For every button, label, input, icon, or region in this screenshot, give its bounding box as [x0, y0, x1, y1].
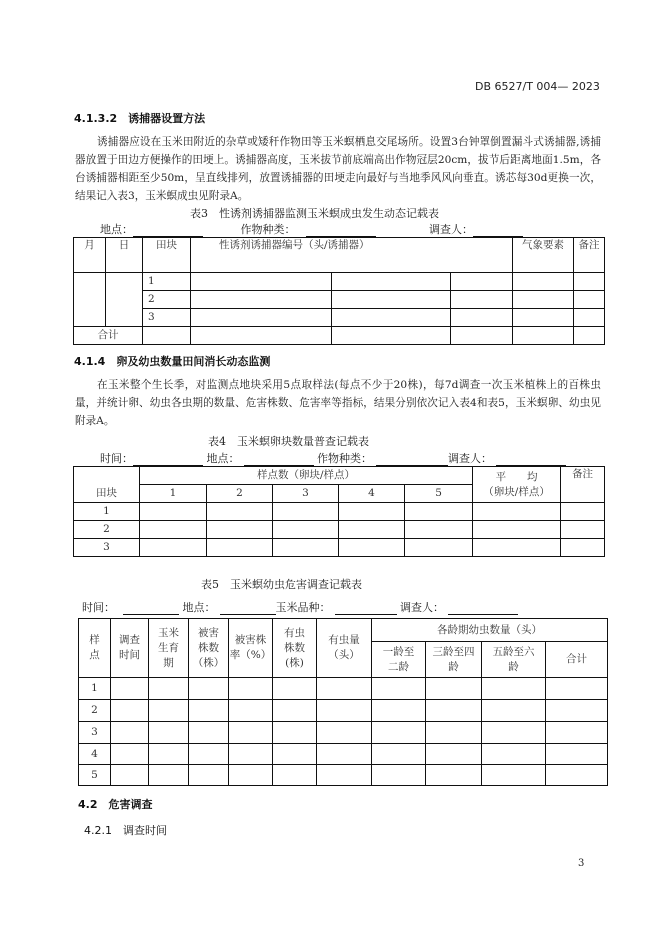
row-label: 3 — [74, 539, 140, 557]
sample-col: 2 — [207, 485, 273, 503]
cell[interactable] — [140, 521, 207, 539]
cell[interactable] — [273, 744, 317, 765]
cell[interactable] — [332, 309, 451, 327]
table4-fields — [100, 450, 566, 466]
cell[interactable] — [317, 678, 372, 700]
row-label: 3 — [79, 722, 111, 744]
cell[interactable] — [317, 744, 372, 765]
section-4-2-1-heading — [84, 822, 167, 838]
cell[interactable] — [189, 722, 229, 744]
investigator-blank[interactable] — [496, 453, 566, 466]
section-title: 诱捕器设置方法 — [128, 112, 206, 125]
cell[interactable] — [372, 722, 426, 744]
cell[interactable] — [451, 273, 513, 291]
table3-caption: 表3 性诱剂诱捕器监测玉米螟成虫发生动态记载表 — [190, 207, 439, 220]
page-number: 3 — [578, 858, 585, 869]
cell[interactable] — [513, 309, 574, 327]
cell[interactable] — [207, 521, 273, 539]
cell[interactable] — [426, 722, 482, 744]
cell[interactable] — [189, 765, 229, 786]
header-field: 田块 — [74, 467, 140, 503]
cell[interactable] — [111, 765, 149, 786]
sample-col: 5 — [405, 485, 473, 503]
header-day: 日 — [106, 238, 143, 273]
table4-caption: 表4 玉米螟卵块数量普查记载表 — [208, 435, 369, 448]
sample-col: 4 — [339, 485, 405, 503]
cell[interactable] — [317, 765, 372, 786]
cell[interactable] — [273, 700, 317, 722]
cell[interactable] — [372, 700, 426, 722]
header-note: 备注 — [561, 467, 605, 503]
paragraph: 诱捕器应设在玉米田附近的杂草或矮秆作物田等玉米螟栖息交尾场所。设置3台钟罩倒置漏斗式诱捕器,诱捕器放置于田边方便操作的田埂上。诱捕器高度，玉米拔节前底端高出作物冠层20cm，拔节后距离地面1.5m，各台诱捕器相距至少50m，呈直线排列，放置诱捕器的田埂走向最好与当地季风风向垂直。诱芯每30d更换一次，结果记入表3，玉米螟成虫见附录A。 — [75, 136, 601, 202]
cell[interactable] — [273, 765, 317, 786]
cell[interactable] — [473, 539, 561, 557]
cell[interactable] — [546, 700, 608, 722]
cell[interactable] — [372, 744, 426, 765]
cell[interactable] — [149, 678, 189, 700]
cell[interactable] — [482, 744, 546, 765]
table5 — [78, 618, 608, 786]
cell[interactable] — [229, 678, 273, 700]
cell[interactable] — [339, 539, 405, 557]
investigator-blank[interactable] — [473, 224, 523, 237]
cell[interactable] — [426, 700, 482, 722]
cell[interactable] — [140, 503, 207, 521]
header-average — [473, 467, 561, 503]
row-label: 4 — [79, 744, 111, 765]
header-trap-number: 性诱剂诱捕器编号（头/诱捕器） — [191, 238, 513, 273]
cell[interactable] — [451, 327, 513, 345]
cell[interactable] — [473, 503, 561, 521]
row-label: 2 — [143, 291, 191, 309]
header-col: 有虫 株数 (株) — [273, 619, 317, 678]
cell[interactable] — [149, 722, 189, 744]
table-row — [79, 744, 608, 765]
cell[interactable] — [339, 521, 405, 539]
table5-fields — [82, 599, 518, 615]
cell[interactable] — [111, 700, 149, 722]
cell[interactable] — [149, 700, 189, 722]
cell[interactable] — [426, 744, 482, 765]
cell[interactable] — [574, 327, 605, 345]
cell[interactable] — [513, 273, 574, 291]
cell[interactable] — [405, 503, 473, 521]
header-col: 样 点 — [79, 619, 111, 678]
cell[interactable] — [273, 678, 317, 700]
cell[interactable] — [372, 765, 426, 786]
cell[interactable] — [111, 744, 149, 765]
crop-blank[interactable] — [376, 453, 448, 466]
cell[interactable] — [149, 765, 189, 786]
doc-id: DB 6527/T 004— 2023 — [475, 80, 600, 93]
field-label: 作物种类： — [317, 452, 372, 465]
cell[interactable] — [229, 744, 273, 765]
cell[interactable] — [189, 678, 229, 700]
total-label: 合计 — [74, 327, 143, 345]
field-label: 作物种类： — [240, 223, 296, 236]
header-col: 调查 时间 — [111, 619, 149, 678]
cell[interactable] — [273, 539, 339, 557]
cell[interactable] — [451, 291, 513, 309]
header-month: 月 — [74, 238, 106, 273]
cell[interactable] — [111, 722, 149, 744]
header-subcol: 合计 — [546, 642, 608, 678]
crop-blank[interactable] — [306, 224, 376, 237]
header-col: 被害 株数 （株） — [189, 619, 229, 678]
cell[interactable] — [317, 700, 372, 722]
cell[interactable] — [574, 291, 605, 309]
row-label: 3 — [143, 309, 191, 327]
section-4-2-heading — [78, 796, 153, 812]
header-subcol: 一龄至 二龄 — [372, 642, 426, 678]
cell[interactable] — [74, 273, 106, 327]
cell[interactable] — [372, 678, 426, 700]
location-blank[interactable] — [133, 224, 203, 237]
cell[interactable] — [143, 327, 191, 345]
cell[interactable] — [332, 327, 451, 345]
sample-col: 3 — [273, 485, 339, 503]
cell[interactable] — [273, 722, 317, 744]
cell[interactable] — [191, 309, 332, 327]
cell[interactable] — [317, 722, 372, 744]
investigator-blank[interactable] — [448, 602, 518, 615]
cell[interactable] — [207, 503, 273, 521]
cell[interactable] — [191, 291, 332, 309]
header-field: 田块 — [143, 238, 191, 273]
cell[interactable] — [561, 503, 605, 521]
cell[interactable] — [189, 700, 229, 722]
table3 — [73, 237, 605, 345]
field-label: 时间： — [82, 601, 115, 614]
row-label: 1 — [79, 678, 111, 700]
table-row — [79, 765, 608, 786]
cell[interactable] — [339, 503, 405, 521]
header-col: 有虫量 （头） — [317, 619, 372, 678]
cell[interactable] — [546, 765, 608, 786]
cell[interactable] — [482, 678, 546, 700]
cell[interactable] — [229, 700, 273, 722]
cell[interactable] — [546, 678, 608, 700]
cell[interactable] — [473, 521, 561, 539]
cell[interactable] — [191, 273, 332, 291]
section-4-1-4-heading — [74, 353, 270, 369]
section-title: 卵及幼虫数量田间消长动态监测 — [116, 355, 271, 368]
cell[interactable] — [229, 722, 273, 744]
table-row — [79, 722, 608, 744]
header-col: 被害株 率（%） — [229, 619, 273, 678]
section-number: 4.2.1 — [84, 824, 112, 837]
cell[interactable] — [561, 539, 605, 557]
cell[interactable] — [482, 722, 546, 744]
sample-col: 1 — [140, 485, 207, 503]
row-label: 1 — [74, 503, 140, 521]
field-label: 地点： — [206, 452, 240, 465]
section-number: 4.1.4 — [74, 355, 106, 368]
header-instar-group: 各龄期幼虫数量（头） — [372, 619, 608, 642]
table-row — [79, 700, 608, 722]
section-number: 4.2 — [78, 798, 98, 811]
cell[interactable] — [207, 539, 273, 557]
section-title: 调查时间 — [123, 824, 167, 837]
cell[interactable] — [426, 765, 482, 786]
cell[interactable] — [106, 273, 143, 327]
cell[interactable] — [513, 327, 574, 345]
time-blank[interactable] — [123, 602, 179, 615]
section-title: 危害调查 — [108, 798, 153, 811]
cell[interactable] — [426, 678, 482, 700]
field-label: 玉米品种： — [275, 601, 331, 614]
cell[interactable] — [149, 744, 189, 765]
average-line2: （卵块/样点） — [483, 485, 550, 498]
field-label: 调查人： — [400, 601, 444, 614]
cell[interactable] — [332, 273, 451, 291]
cell[interactable] — [574, 309, 605, 327]
row-label: 1 — [143, 273, 191, 291]
paragraph: 在玉米整个生长季，对监测点地块采用5点取样法(每点不少于20株)，每7d调查一次玉米植株上的百株虫量，并统计卵、幼虫各虫期的数量、危害株数、危害率等指标，结果分别依次记入表4和表5，玉米螟卵、幼虫见附录A。 — [75, 379, 601, 427]
cell[interactable] — [189, 744, 229, 765]
table3-fields — [100, 221, 523, 237]
header-subcol: 三龄至四 龄 — [426, 642, 482, 678]
header-note: 备注 — [574, 238, 605, 273]
variety-blank[interactable] — [335, 602, 397, 615]
cell[interactable] — [513, 291, 574, 309]
field-label: 地点： — [100, 223, 133, 236]
cell[interactable] — [405, 521, 473, 539]
cell[interactable] — [273, 521, 339, 539]
field-label: 地点： — [182, 601, 216, 614]
average-line1: 平 均 — [495, 470, 538, 483]
cell[interactable] — [482, 700, 546, 722]
field-label: 调查人： — [429, 223, 473, 236]
cell[interactable] — [546, 744, 608, 765]
cell[interactable] — [482, 765, 546, 786]
header-col: 玉米 生育 期 — [149, 619, 189, 678]
cell[interactable] — [451, 309, 513, 327]
cell[interactable] — [273, 503, 339, 521]
section-4-1-3-2-heading — [74, 110, 205, 126]
table4 — [73, 466, 605, 557]
table-row — [79, 678, 608, 700]
field-label: 调查人： — [448, 452, 492, 465]
cell[interactable] — [140, 539, 207, 557]
cell[interactable] — [574, 273, 605, 291]
cell[interactable] — [561, 521, 605, 539]
section-number: 4.1.3.2 — [74, 112, 118, 125]
cell[interactable] — [405, 539, 473, 557]
cell[interactable] — [332, 291, 451, 309]
cell[interactable] — [546, 722, 608, 744]
header-subcol: 五龄至六 龄 — [482, 642, 546, 678]
row-label: 2 — [79, 700, 111, 722]
header-weather: 气象要素 — [513, 238, 574, 273]
cell[interactable] — [191, 327, 332, 345]
location-blank[interactable] — [220, 602, 276, 615]
cell[interactable] — [111, 678, 149, 700]
header-samples: 样点数（卵块/样点） — [140, 467, 473, 485]
location-blank[interactable] — [244, 453, 314, 466]
table5-caption: 表5 玉米螟幼虫危害调查记载表 — [201, 578, 362, 591]
cell[interactable] — [229, 765, 273, 786]
time-blank[interactable] — [133, 453, 203, 466]
field-label: 时间： — [100, 452, 133, 465]
row-label: 2 — [74, 521, 140, 539]
row-label: 5 — [79, 765, 111, 786]
